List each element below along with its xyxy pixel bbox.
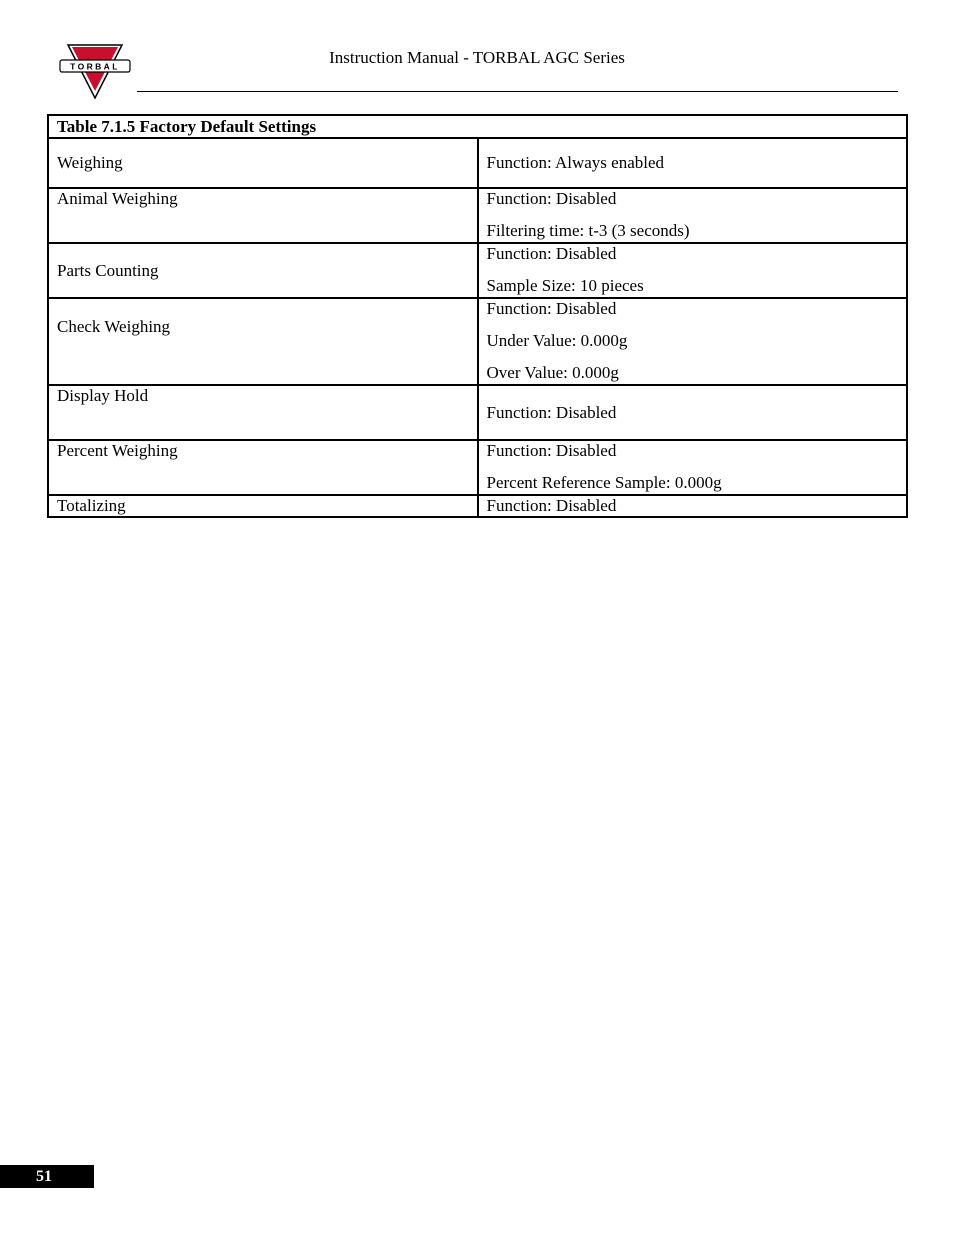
header-divider	[137, 91, 898, 92]
setting-name: Animal Weighing	[48, 188, 478, 243]
setting-name: Totalizing	[48, 495, 478, 517]
table-row	[48, 243, 907, 298]
table-row	[48, 138, 907, 188]
header-title-text: Instruction Manual - TORBAL AGC Series	[329, 48, 625, 67]
setting-value-line: Function: Disabled	[486, 299, 617, 318]
factory-default-settings-table	[47, 114, 908, 518]
setting-value	[478, 440, 908, 495]
setting-value-line: Under Value: 0.000g	[486, 331, 628, 350]
setting-name: Check Weighing	[48, 298, 478, 385]
setting-value-line: Function: Always enabled	[486, 153, 665, 172]
table-row	[48, 298, 907, 385]
setting-value-line: Percent Reference Sample: 0.000g	[486, 473, 722, 492]
setting-value	[478, 298, 908, 385]
setting-value	[478, 243, 908, 298]
page-number: 51	[0, 1165, 94, 1188]
logo-text: TORBAL	[70, 61, 120, 72]
setting-value-line: Function: Disabled	[486, 189, 617, 208]
setting-value-line: Function: Disabled	[486, 402, 617, 422]
setting-value-line: Function: Disabled	[486, 496, 617, 515]
table-title-row	[48, 115, 907, 138]
table-row	[48, 188, 907, 243]
setting-name: Parts Counting	[48, 243, 478, 298]
table-row	[48, 495, 907, 517]
table-title: Table 7.1.5 Factory Default Settings	[48, 115, 907, 138]
setting-value-line: Filtering time: t-3 (3 seconds)	[486, 221, 690, 240]
setting-value-line: Function: Disabled	[486, 244, 617, 263]
setting-value	[478, 495, 908, 517]
setting-value	[478, 138, 908, 188]
setting-value	[478, 188, 908, 243]
setting-value-line: Sample Size: 10 pieces	[486, 276, 644, 295]
setting-name: Percent Weighing	[48, 440, 478, 495]
header-title	[0, 47, 954, 69]
setting-value	[478, 385, 908, 440]
table-row	[48, 440, 907, 495]
table-row	[48, 385, 907, 440]
setting-value-line: Over Value: 0.000g	[486, 363, 619, 382]
setting-name: Weighing	[48, 138, 478, 188]
setting-name: Display Hold	[48, 385, 478, 440]
setting-value-line: Function: Disabled	[486, 441, 617, 460]
